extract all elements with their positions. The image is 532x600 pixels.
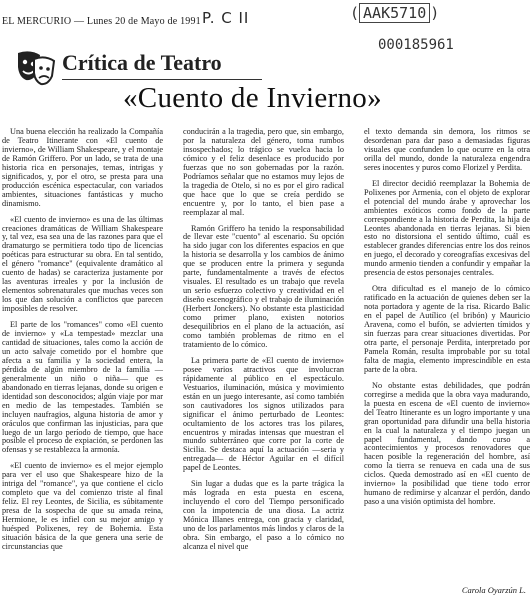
article-title: «Cuento de Invierno»: [123, 82, 382, 114]
paragraph: Sin lugar a dudas que es la parte trágica la más lograda en esta puesta en escena, incluyendo el coro del Tiempo personificado con la impotencia de una diosa. La actriz Mónica Illanes entrega, con gracia y claridad, uno de los parlamentos más lindos y claros de la obra. Sin embargo, el paso a lo cómico no alcanza el nivel que: [183, 479, 344, 551]
section-divider: [62, 79, 262, 80]
archive-stamp: ( AAK5710 ): [350, 4, 440, 22]
paragraph: El director decidió reemplazar la Bohemia de Polixenes por Armenia, con el objeto de explorar el potencial del mundo árabe y aprovechar los ambientes exóticos como fondo de la parte correspondiente a la historia de Perdita, la hija de Leontes abandonada en tierras lejanas. Si bien esto no distorsiona el sentido último, cuál es establecer grandes diferencias entre los dos reinos en juego, el decorado y coreografías excesivas del mundo armenio tienden a confundir y empañar la presencia de estos personajes centrales.: [364, 178, 530, 278]
handwritten-section-note: P. C II: [202, 9, 250, 27]
paragraph: Ramón Griffero ha tenido la responsabilidad de llevar este "cuento" al escenario. Su opción ha sido jugar con los diferentes espacios en que la historia se desarrolla y los cambios de ánimo que se producen entre la primera y segunda parte, fundamentalmente a través de efectos visuales. El resultado es un trabajo que revela un serio esfuerzo colectivo y creatividad en el diseño escenográfico y el trabajo de iluminación (Herbert Jonckers). No obstante esta plasticidad como primer plano, existen notorios desequilibrios en el plano de la actuación, así como también problemas de ritmo en el tratamiento de lo cómico.: [183, 223, 344, 349]
article-column-2: [183, 128, 344, 600]
paragraph: conducirán a la tragedia, pero que, sin embargo, por la naturaleza del género, toma rumbos insospechados; lo trágico se vuelca hacia lo cómico y el feliz desenlace es producido por fuerzas que no son gobernadas por la razón. Podríamos señalar que no estamos muy lejos de la tragedia de Otelo, si no es por el giro radical que hace que lo que se creía perdido se encuentre y, por lo tanto, el bien pase a reemplazar al mal.: [183, 128, 344, 217]
author-signature: Carola Oyarzún L.: [461, 585, 526, 595]
paragraph: No obstante estas debilidades, que podrán corregirse a medida que la obra vaya madurando, la puesta en escena de «El cuento de invierno» del Teatro Itinerante es un logro importante y una gran oportunidad para difundir una bella historia en la cual la naturaleza y el tiempo juegan un papel fundamental, dando curso a acontecimientos y procesos renovadores que hacen posible la regeneración del hombre, así como la tierra se renueva en cada una de sus ciclos. Queda demostrado así en «El cuento de invierno» la posibilidad que tiene todo error humano de redimirse y alcanzar el perdón, dando paso a una visión optimista del hombre.: [364, 380, 530, 507]
article-column-1: [2, 128, 163, 600]
stamp-code: AAK5710: [359, 3, 430, 23]
handwritten-archive-number: 000185961: [378, 37, 454, 53]
paragraph: Otra dificultad es el manejo de lo cómico ratificado en la actuación de quienes deben ser la nota portadora y agente de la risa. Ricardo Balic en el papel de Autílico (el bribón) y Mauricio Aravena, como el bufón, se advierten tímidos y sin fuerzas para crear situaciones divertidas. Por otra parte, el personaje Perdita, interpretado por Pamela Román, resulta improbable por su total falta de magia, elemento imprescindible en esta parte de la obra.: [364, 284, 530, 374]
section-title: Crítica de Teatro: [62, 50, 222, 75]
masthead: EL MERCURIO — Lunes 20 de Mayo de 1991: [2, 16, 201, 27]
paragraph: «El cuento de invierno» es una de las últimas creaciones dramáticas de William Shakespeare y, tal vez, esa sea una de las razones para que el dramaturgo se permitiera todo tipo de licencias poéticas para estructurar su obra. En tal sentido, el género "romance" (equivalente dramático al cuento de hadas) se caracteriza justamente por las aventuras irreales y por la inclusión de elementos sobrenaturales que muchas veces son los que dan solución a conflictos que parecen imposibles de resolver.: [2, 214, 163, 314]
paragraph: el texto demanda sin demora, los ritmos se desordenan para dar paso a demasiadas figuras visuales que confunden lo que ocurre en la otra orilla del mundo, donde la naturaleza engendra seres inocentes y puros como Florizel y Perdita.: [364, 128, 530, 172]
theatre-masks-icon: [14, 47, 58, 87]
paragraph: La primera parte de «El cuento de invierno» posee varios atractivos que involucran rápidamente al público en el espectáculo. Vestuarios, iluminación, música y movimiento están en un juego interesante, así como también son cautivadores los signos utilizados para significar el ánimo perturbado de Leontes: ocultamiento de los actores tras los pilares, encuentros y miradas intensas que muestran el mundo subterráneo que corre por la corte de Sicilia. Se destaca aquí la actuación —seria y entregada— de Héctor Aguilar en el difícil papel de Leontes.: [183, 355, 344, 473]
paragraph: El parte de los "romances" como «El cuento de invierno» y «La tempestad» mezclar una cantidad de situaciones, tales como la acción de un acto salvaje cometido por el hombre que afecta a su familia y la sociedad entera, la pérdida de algún miembro de la familia —generalmente un niño o niña— que es abandonado en tierras lejanas, donde su origen e identidad son desconocidos; algún viaje por mar en medio de las tempestades. También se incluyen naufragios, alguna historia de amor y oráculos que confirman las injusticias, para que luego de un largo período de tiempo, que hace posible el proceso de expiación, se perdonen las ofensas y se restablezca la armonía.: [2, 320, 163, 455]
paragraph: Una buena elección ha realizado la Compañía de Teatro Itinerante con «El cuento de invierno», de William Shakespeare, y el montaje de Ramón Griffero. Por un lado, se trata de una historia rica en personajes, temas, intrigas y significados, y, por el otro, se presta para una producción escénica espectacular, con variados ambientes, situaciones fantásticas y mucho dinamismo.: [2, 128, 163, 208]
paragraph: «El cuento de invierno» es el mejor ejemplo para ver el uso que Shakespeare hizo de la intriga del "romance", ya que contiene el ciclo completo que va del comienzo triste al final feliz. El rey Leontes, de Sicilia, es súbitamente presa de la sospecha de que su amada reina, Hermione, le es infiel con su mejor amigo y huésped Polixenes, rey de Bohemia. Esta situación básica de la que genera una serie de circunstancias que: [2, 461, 163, 551]
article-column-3: [364, 128, 530, 600]
